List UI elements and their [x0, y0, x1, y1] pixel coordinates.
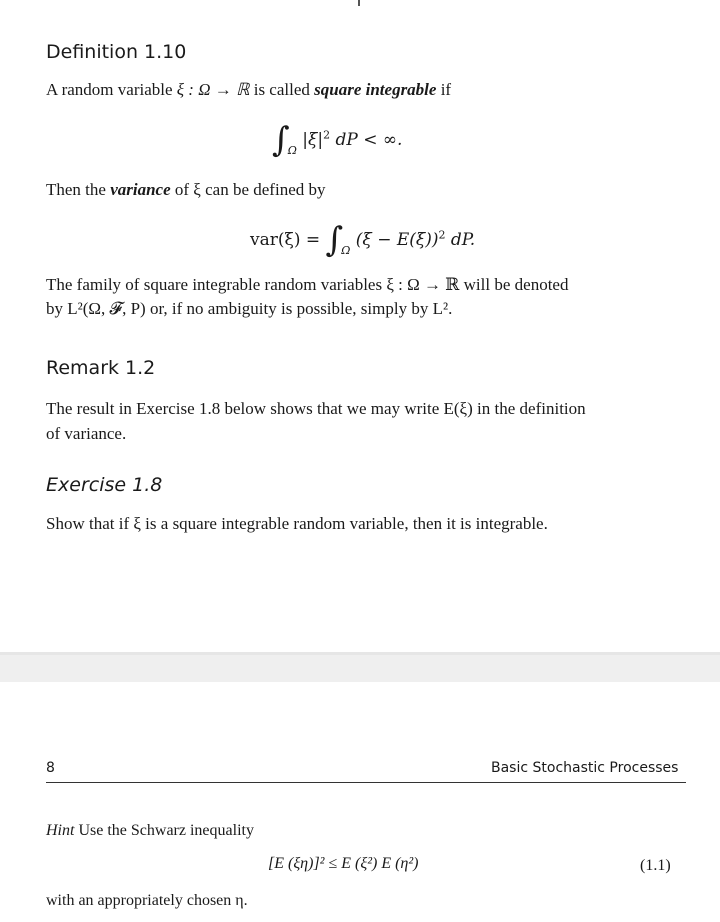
remark-line-2: of variance.: [46, 424, 127, 443]
integral-domain-2: Ω: [341, 244, 351, 257]
remark-heading: Remark 1.2: [46, 357, 156, 379]
definition-term-variance: variance: [110, 180, 171, 199]
eq2-body: (ξ − E(ξ)): [355, 230, 439, 250]
page-edge-mark: [358, 0, 360, 6]
equation-square-integrable: [272, 114, 403, 160]
equation-number: (1.1): [640, 857, 671, 874]
page-break-edge: [0, 652, 720, 655]
integral-domain: Ω: [287, 144, 297, 157]
eq2-tail: dP.: [445, 230, 476, 250]
definition-line-2: [46, 180, 326, 200]
hint-label: Hint: [46, 822, 75, 839]
running-title: Basic Stochastic Processes: [491, 760, 679, 776]
final-line: with an appropriately chosen η.: [46, 892, 248, 909]
definition-line-2-end: of ξ can be defined by: [170, 180, 326, 199]
integral-sign: ∫: [272, 120, 290, 160]
definition-heading: Definition 1.10: [46, 41, 187, 63]
definition-line-1-start: A random variable: [46, 80, 177, 99]
definition-term-square-integrable: square integrable: [314, 80, 437, 99]
definition-line-2-start: Then the: [46, 180, 111, 199]
definition-paragraph-line-1: The family of square integrable random variables ξ : Ω → ℝ will be denoted: [46, 275, 569, 294]
integral-sign-2: ∫: [325, 220, 344, 260]
remark-line-1: The result in Exercise 1.8 below shows that we may write E(ξ) in the definition: [46, 399, 586, 418]
header-rule: [46, 782, 686, 783]
hint-equation: [E (ξη)]² ≤ E (ξ²) E (η²): [268, 855, 419, 872]
equation-variance: [250, 214, 476, 260]
hint-text: Use the Schwarz inequality: [74, 822, 254, 839]
definition-paragraph-line-2: by L²(Ω, 𝓕, P) or, if no ambiguity is possible, simply by L².: [46, 299, 453, 318]
eq1-body: |ξ|: [302, 130, 324, 150]
exercise-heading: Exercise 1.8: [46, 474, 163, 496]
eq2-lhs: var(ξ) =: [250, 230, 326, 250]
hint-line: [46, 822, 254, 840]
exercise-text: Show that if ξ is a square integrable random variable, then it is integrable.: [46, 514, 548, 533]
eq1-tail: dP < ∞.: [330, 130, 403, 150]
definition-line-1: [46, 80, 451, 100]
eq1-exponent: 2: [323, 128, 331, 142]
definition-line-1-end: if: [436, 80, 452, 99]
definition-line-1-mid: is called: [249, 80, 315, 99]
definition-line-1-map: ξ : Ω → ℝ: [176, 80, 250, 99]
page-number: 8: [46, 760, 55, 776]
page-break: [0, 652, 720, 682]
eq2-exponent: 2: [438, 228, 446, 242]
